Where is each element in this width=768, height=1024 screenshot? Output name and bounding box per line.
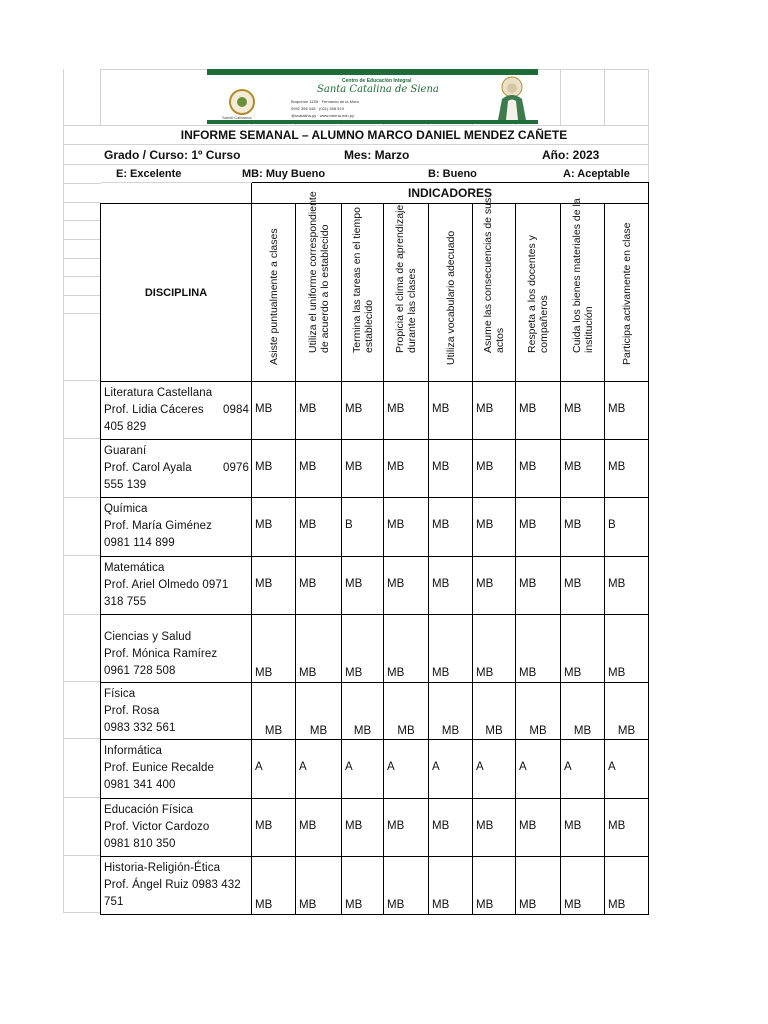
- indicator-label: Asiste puntualmente a clases: [267, 228, 280, 365]
- subject-cell: [101, 740, 252, 799]
- grado-curso: Grado / Curso: 1º Curso: [104, 148, 241, 162]
- grade-cell: MB: [384, 683, 429, 740]
- teacher-phone: 0983 332 561: [104, 722, 176, 734]
- grade-cell: MB: [252, 382, 296, 440]
- grade-cell: MB: [384, 382, 429, 440]
- subject-cell: [101, 615, 252, 683]
- subject-name: Informática: [104, 745, 162, 757]
- subject-name: Guaraní: [104, 445, 147, 457]
- subject-name: Química: [104, 503, 148, 515]
- blank-cell: [101, 183, 252, 204]
- grade-cell: MB: [561, 683, 605, 740]
- teacher-phone: 0981 114 899: [104, 537, 175, 549]
- grade-legend: [100, 164, 649, 183]
- indicator-header: [429, 204, 473, 382]
- indicator-header: [473, 197, 516, 382]
- subject-cell: [101, 440, 252, 498]
- grade-cell: MB: [429, 498, 473, 557]
- grade-cell: MB: [252, 498, 296, 557]
- grade-cell: B: [342, 498, 384, 557]
- banner-address: Boquerón 1155 · Fernando de la Mora: [291, 99, 359, 104]
- teacher-phone: 751: [104, 896, 124, 908]
- teacher-line: [104, 703, 249, 720]
- teacher-name: Prof. Victor Cardozo: [104, 821, 210, 833]
- banner-stripe-top: [207, 69, 538, 75]
- grade-cell: MB: [516, 857, 561, 915]
- grade-cell: A: [384, 740, 429, 799]
- grade-cell: MB: [605, 615, 649, 683]
- subject-name: Física: [104, 688, 136, 700]
- seal-caption: Sancti Catharina: [222, 115, 252, 120]
- teacher-name: Prof. Rosa: [104, 705, 160, 717]
- grade-cell: MB: [296, 440, 342, 498]
- indicadores-header: INDICADORES: [252, 183, 649, 204]
- teacher-name: Prof. Ángel Ruiz 0983 432: [104, 879, 241, 891]
- grade-cell: MB: [384, 615, 429, 683]
- grade-cell: A: [296, 740, 342, 799]
- grade-cell: MB: [296, 799, 342, 857]
- grade-cell: MB: [342, 683, 384, 740]
- grade-cell: MB: [429, 799, 473, 857]
- banner-school-name: Santa Catalina de Siena: [317, 84, 439, 95]
- report-title: INFORME SEMANAL – ALUMNO MARCO DANIEL MENDEZ CAÑETE: [100, 125, 649, 144]
- grade-cell: MB: [429, 683, 473, 740]
- banner-stripe-bottom: [207, 120, 538, 124]
- grade-cell: MB: [605, 683, 649, 740]
- teacher-phone: 0961 728 508: [104, 665, 176, 677]
- teacher-line: [104, 518, 249, 535]
- grade-cell: MB: [429, 615, 473, 683]
- grade-cell: MB: [473, 683, 516, 740]
- indicator-label: Respeta a los docentes y compañeros: [526, 235, 550, 353]
- teacher-line: [104, 646, 249, 663]
- grade-cell: MB: [342, 557, 384, 615]
- grade-cell: MB: [516, 498, 561, 557]
- grade-cell: MB: [516, 440, 561, 498]
- teacher-name: Prof. Carol Ayala: [104, 462, 192, 474]
- grade-cell: MB: [252, 440, 296, 498]
- grade-cell: MB: [516, 382, 561, 440]
- indicator-header: [296, 191, 342, 382]
- grade-cell: A: [473, 740, 516, 799]
- grade-cell: MB: [605, 557, 649, 615]
- teacher-name: Prof. Lidia Cáceres: [104, 404, 204, 416]
- grade-cell: MB: [473, 440, 516, 498]
- subject-name: Literatura Castellana: [104, 387, 213, 399]
- school-seal-icon: [229, 89, 255, 115]
- anio: Año: 2023: [542, 148, 600, 162]
- grade-cell: MB: [473, 557, 516, 615]
- grade-cell: MB: [342, 615, 384, 683]
- grade-cell: A: [252, 740, 296, 799]
- sheet-gutter: [63, 69, 100, 913]
- grade-cell: MB: [429, 440, 473, 498]
- teacher-line: [104, 577, 249, 594]
- teacher-phone-prefix: 0984: [223, 404, 249, 416]
- subject-cell: [101, 683, 252, 740]
- grade-cell: MB: [384, 498, 429, 557]
- grade-cell: MB: [561, 382, 605, 440]
- indicator-label: Propicia el clima de aprendizaje durante las clases: [394, 204, 418, 353]
- grade-cell: MB: [429, 557, 473, 615]
- grade-cell: MB: [561, 557, 605, 615]
- subject-cell: [101, 857, 252, 915]
- legend-muy-bueno: MB: Muy Bueno: [242, 168, 326, 180]
- grades-table: [100, 182, 649, 915]
- grade-cell: MB: [605, 857, 649, 915]
- grade-cell: MB: [561, 498, 605, 557]
- teacher-phone: 0981 341 400: [104, 779, 176, 791]
- teacher-name: Prof. Eunice Recalde: [104, 762, 215, 774]
- grade-cell: MB: [384, 440, 429, 498]
- legend-bueno: B: Bueno: [428, 168, 477, 180]
- subject-name: Matemática: [104, 562, 165, 574]
- teacher-line: [104, 460, 249, 477]
- grade-cell: MB: [473, 857, 516, 915]
- subject-name: Educación Física: [104, 804, 194, 816]
- grade-cell: MB: [516, 799, 561, 857]
- teacher-phone-prefix: 0976: [223, 462, 249, 474]
- teacher-line: [104, 819, 249, 836]
- grade-cell: MB: [473, 799, 516, 857]
- grade-cell: A: [516, 740, 561, 799]
- report-info-row: [100, 144, 649, 164]
- grade-cell: MB: [516, 683, 561, 740]
- banner-contact: 0992 356 348 · (021) 508 519: [291, 106, 344, 111]
- table-row: [101, 557, 649, 615]
- grade-cell: MB: [252, 799, 296, 857]
- subject-cell: [101, 557, 252, 615]
- teacher-line: [104, 760, 249, 777]
- grade-cell: MB: [252, 615, 296, 683]
- grade-cell: MB: [296, 382, 342, 440]
- grade-cell: MB: [473, 382, 516, 440]
- teacher-line: [104, 402, 249, 419]
- grade-cell: MB: [296, 498, 342, 557]
- indicator-label: Asume las consecuencias de sus actos: [482, 197, 506, 353]
- subject-cell: [101, 382, 252, 440]
- teacher-phone: 405 829: [104, 421, 147, 433]
- indicator-label: Utiliza vocabulario adecuado: [444, 230, 457, 365]
- indicator-header: [605, 204, 649, 382]
- grade-cell: MB: [561, 615, 605, 683]
- indicator-header: [561, 198, 605, 382]
- grade-cell: MB: [561, 857, 605, 915]
- indicator-header: [516, 204, 561, 382]
- indicator-label: Utiliza el uniforme correspondiente de acuerdo a lo establecido: [306, 191, 331, 353]
- grade-cell: MB: [342, 857, 384, 915]
- table-row: [101, 440, 649, 498]
- table-row: [101, 498, 649, 557]
- grade-cell: MB: [605, 440, 649, 498]
- teacher-phone: 0981 810 350: [104, 838, 176, 850]
- banner-social: @scatalina.py · www.csiena.edu.py: [291, 113, 354, 118]
- table-row: [101, 615, 649, 683]
- teacher-phone: 318 755: [104, 596, 147, 608]
- disciplina-header: DISCIPLINA: [101, 204, 252, 382]
- grade-cell: MB: [384, 557, 429, 615]
- banner-pretitle: Centro de Educación Integral: [342, 78, 412, 84]
- grade-cell: A: [605, 740, 649, 799]
- grade-cell: MB: [252, 857, 296, 915]
- indicator-label: Termina las tareas en el tiempo establecido: [350, 207, 375, 353]
- indicator-label: Cuida los bienes materiales de la institución: [570, 198, 595, 353]
- grade-cell: MB: [429, 857, 473, 915]
- teacher-name: Prof. Mónica Ramírez: [104, 648, 218, 660]
- grade-cell: MB: [342, 440, 384, 498]
- table-row: [101, 683, 649, 740]
- grade-cell: MB: [296, 615, 342, 683]
- indicator-header: [384, 204, 429, 382]
- table-row: [101, 740, 649, 799]
- saint-portrait-icon: [492, 75, 532, 120]
- grade-cell: MB: [561, 799, 605, 857]
- teacher-name: Prof. María Giménez: [104, 520, 212, 532]
- grade-cell: MB: [429, 382, 473, 440]
- grade-cell: B: [605, 498, 649, 557]
- indicator-header: [252, 204, 296, 382]
- school-banner: [207, 69, 538, 124]
- teacher-name: Prof. Ariel Olmedo 0971: [104, 579, 229, 591]
- subject-cell: [101, 799, 252, 857]
- grade-cell: MB: [384, 857, 429, 915]
- subject-cell: [101, 498, 252, 557]
- grade-cell: MB: [516, 615, 561, 683]
- grade-cell: MB: [296, 683, 342, 740]
- grade-cell: MB: [516, 557, 561, 615]
- indicator-header: [342, 204, 384, 382]
- grade-cell: MB: [473, 615, 516, 683]
- teacher-line: [104, 877, 249, 894]
- grade-cell: MB: [342, 382, 384, 440]
- teacher-phone: 555 139: [104, 479, 147, 491]
- grade-cell: MB: [384, 799, 429, 857]
- grade-cell: A: [342, 740, 384, 799]
- legend-aceptable: A: Aceptable: [563, 168, 630, 180]
- grade-cell: MB: [296, 557, 342, 615]
- table-row: [101, 857, 649, 915]
- indicator-label: Participa activamente en clase: [620, 222, 633, 365]
- grade-cell: MB: [296, 857, 342, 915]
- grade-cell: A: [561, 740, 605, 799]
- table-row: [101, 382, 649, 440]
- grade-cell: MB: [561, 440, 605, 498]
- grade-cell: MB: [342, 799, 384, 857]
- grade-cell: MB: [605, 799, 649, 857]
- legend-excelente: E: Excelente: [116, 168, 182, 180]
- grade-cell: MB: [473, 498, 516, 557]
- grade-cell: A: [429, 740, 473, 799]
- table-row: [101, 799, 649, 857]
- mes: Mes: Marzo: [344, 148, 410, 162]
- subject-name: Ciencias y Salud: [104, 631, 192, 643]
- grade-cell: MB: [252, 683, 296, 740]
- subject-name: Historia-Religión-Ética: [104, 862, 221, 874]
- grade-cell: MB: [605, 382, 649, 440]
- grade-cell: MB: [252, 557, 296, 615]
